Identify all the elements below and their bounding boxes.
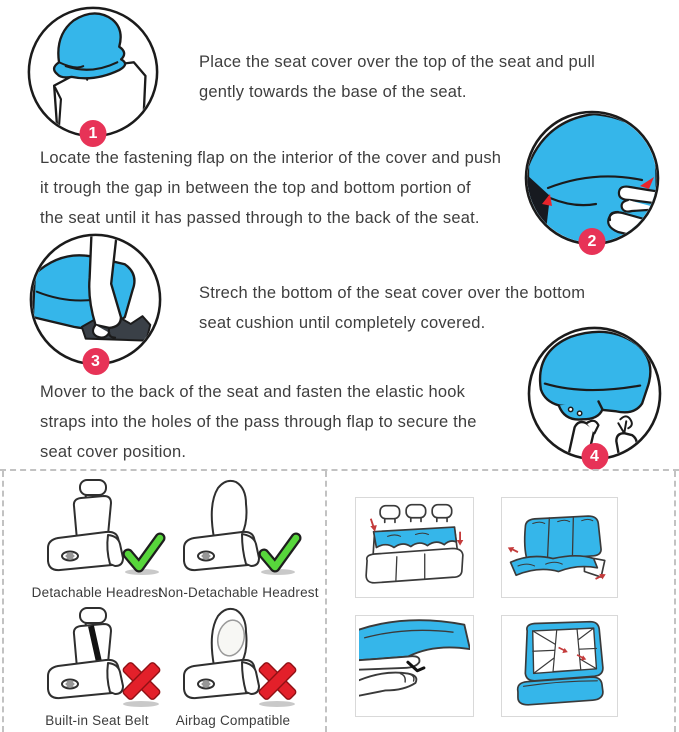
step-4-number-badge: 4	[581, 443, 608, 470]
cross-icon	[258, 662, 297, 707]
left-edge-dashed-divider	[2, 471, 4, 732]
step-2-line-1: Locate the fastening flap on the interior of the cover and push	[40, 149, 502, 167]
step-2-line-3: the seat until it has passed through to the back of the seat.	[40, 209, 480, 227]
right-edge-dashed-divider	[674, 471, 676, 732]
step-4-illustration	[525, 324, 664, 463]
step-1-number-badge: 1	[80, 120, 107, 147]
step-3-line-2: seat cushion until completely covered.	[199, 314, 486, 332]
compat-non-detachable-headrest	[158, 476, 319, 600]
step-3-line-1: Strech the bottom of the seat cover over the bottom	[199, 284, 586, 302]
compat-built-in-seat-belt	[22, 604, 172, 728]
step-2-illustration	[522, 108, 662, 248]
bench-fasten-hook-under-cover-illustration	[359, 619, 470, 713]
center-dashed-divider	[325, 471, 327, 732]
seat-detachable-headrest-icon	[22, 476, 172, 582]
compat-airbag	[158, 604, 308, 728]
compat-label: Detachable Headrest	[31, 585, 163, 600]
step-1-illustration	[25, 4, 161, 140]
seat-airbag-icon	[158, 604, 308, 710]
step-1-text	[199, 47, 595, 107]
seat-built-in-belt-icon	[22, 604, 172, 710]
step-2-line-2: it trough the gap in between the top and bottom portion of	[40, 179, 471, 197]
compat-label: Built-in Seat Belt	[45, 713, 149, 728]
step-4-line-1: Mover to the back of the seat and fasten the elastic hook	[40, 383, 466, 401]
step-3-number-badge: 3	[82, 348, 109, 375]
step-1-line-1: Place the seat cover over the top of the seat and pull	[199, 53, 596, 71]
check-icon	[261, 538, 296, 575]
push-flap-through-gap-illustration	[522, 108, 662, 248]
horizontal-dashed-divider	[0, 469, 679, 471]
bench-panel-1	[355, 497, 474, 598]
cross-icon	[122, 662, 161, 707]
bench-crisscross-straps-back-view-illustration	[505, 619, 614, 713]
compat-label: Airbag Compatible	[175, 713, 291, 728]
compat-detachable-headrest	[22, 476, 172, 600]
bench-panel-4	[501, 615, 618, 717]
seat-non-detachable-headrest-icon	[158, 476, 308, 582]
step-4-line-3: seat cover position.	[40, 443, 187, 461]
bench-pull-cover-over-backrest-illustration	[359, 501, 470, 594]
bench-stretch-cushion-cover-illustration	[505, 501, 614, 594]
step-2-text	[40, 143, 501, 233]
bench-panel-2	[501, 497, 618, 598]
step-3-illustration	[27, 231, 164, 368]
step-2-number-badge: 2	[579, 228, 606, 255]
step-4-line-2: straps into the holes of the pass through flap to secure the	[40, 413, 477, 431]
step-1-line-2: gently towards the base of the seat.	[199, 83, 467, 101]
step-4-text	[40, 377, 477, 467]
bench-panel-3	[355, 615, 474, 717]
compat-label: Non-Detachable Headrest	[158, 585, 319, 600]
check-icon	[125, 538, 160, 575]
